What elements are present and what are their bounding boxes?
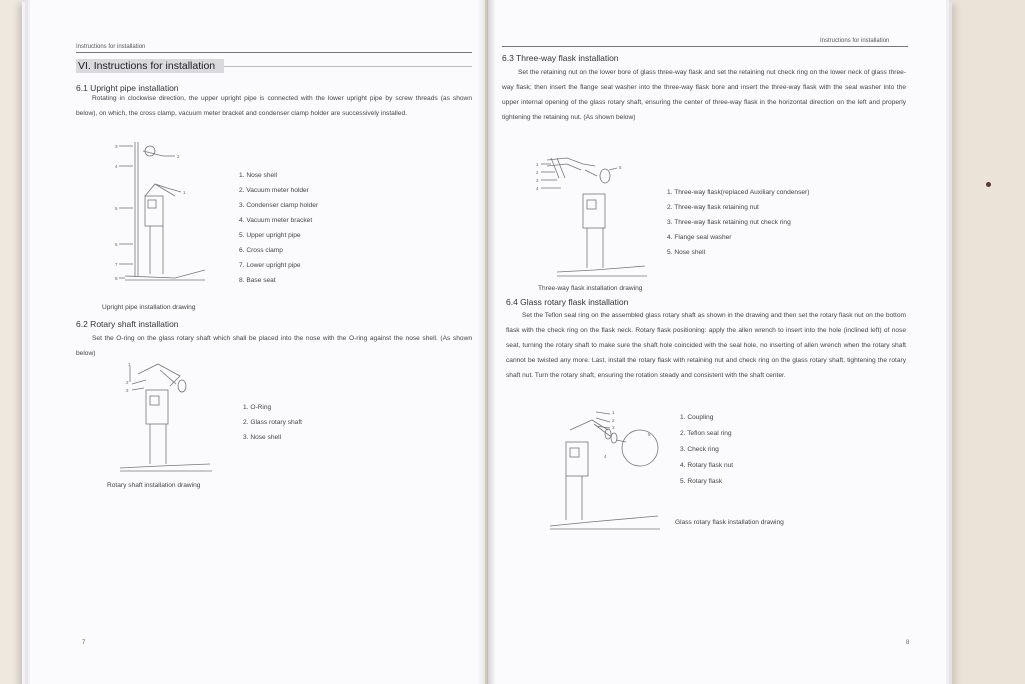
upright-pipe-drawing — [115, 138, 245, 288]
legend-item: 3. Three-way flask retaining nut check ring — [667, 219, 791, 226]
legend-item: 2. Three-way flask retaining nut — [667, 204, 759, 211]
legend-item: 7. Lower upright pipe — [239, 262, 301, 269]
left-running-header: Instructions for installation — [76, 44, 146, 50]
legend-item: 1. O-Ring — [243, 404, 272, 411]
section-6-3-legend — [667, 185, 809, 260]
legend-item: 1. Coupling — [680, 414, 714, 421]
section-6-2-heading: 6.2 Rotary shaft installation — [76, 319, 179, 329]
svg-text:7: 7 — [115, 262, 118, 267]
legend-item: 2. Glass rotary shaft — [243, 419, 302, 426]
left-page — [30, 0, 485, 684]
three-way-flask-drawing — [533, 154, 643, 284]
svg-text:1: 1 — [128, 362, 131, 367]
svg-text:1: 1 — [536, 162, 539, 167]
right-page-number: 8 — [906, 640, 910, 646]
svg-text:3: 3 — [126, 388, 129, 393]
glass-rotary-flask-drawing — [550, 408, 670, 533]
svg-text:3: 3 — [115, 144, 118, 149]
right-header-rule — [502, 46, 908, 47]
legend-item: 2. Vacuum meter holder — [239, 187, 309, 194]
section-6-1-text: Rotating in clockwise direction, the upper upright pipe is connected with the lower upright pipe by screw threads (as shown below), on which, the cross clamp, vacuum meter bracket and condenser clamp holder are successively installed. — [76, 95, 472, 117]
right-page — [488, 0, 946, 684]
section-6-4-heading: 6.4 Glass rotary flask installation — [506, 297, 629, 307]
svg-text:1: 1 — [183, 190, 186, 195]
svg-text:5: 5 — [115, 206, 118, 211]
chapter-title: VI. Instructions for installation — [78, 60, 216, 72]
svg-text:1: 1 — [612, 410, 615, 415]
svg-text:4: 4 — [115, 164, 118, 169]
svg-text:6: 6 — [115, 242, 118, 247]
legend-item: 3. Condenser clamp holder — [239, 202, 319, 209]
svg-text:4: 4 — [536, 186, 539, 191]
legend-item: 4. Flange seal washer — [667, 234, 732, 241]
legend-item: 5. Upper upright pipe — [239, 232, 301, 239]
svg-text:5: 5 — [619, 165, 622, 170]
left-header-rule — [76, 52, 472, 53]
svg-text:3: 3 — [612, 425, 615, 430]
svg-text:3: 3 — [536, 178, 539, 183]
right-running-header: Instructions for installation — [820, 38, 890, 44]
legend-item: 5. Nose shell — [667, 249, 706, 256]
legend-item: 1. Three-way flask(replaced Auxiliary condenser) — [667, 189, 810, 196]
section-6-3-caption: Three-way flask installation drawing — [538, 285, 643, 292]
section-6-2-caption: Rotary shaft installation drawing — [107, 482, 201, 489]
svg-text:5: 5 — [648, 432, 651, 437]
svg-text:4: 4 — [604, 454, 607, 459]
legend-item: 5. Rotary flask — [680, 478, 723, 485]
section-6-1-heading: 6.1 Upright pipe installation — [76, 83, 179, 93]
section-6-4-legend — [680, 410, 733, 490]
section-6-3-text: Set the retaining nut on the lower bore of glass three-way flask and set the retaining nut check ring on the lower neck of glass three-way flask; then insert the flange seal washer into the three-way flask bore and insert the three-way flask with the seal washer into the upper internal opening of the glass rotary shaft, ensuring the center of three-way flask in the horizontal direction on the left and properly tightening the retaining nut. (As shown below) — [502, 69, 906, 121]
section-6-1-caption: Upright pipe installation drawing — [102, 304, 196, 311]
book-gutter — [478, 0, 496, 684]
legend-item: 1. Nose shell — [239, 172, 278, 179]
rotary-shaft-drawing — [120, 362, 230, 477]
svg-text:2: 2 — [536, 170, 539, 175]
legend-item: 8. Base seat — [239, 277, 276, 284]
section-6-3-heading: 6.3 Three-way flask installation — [502, 53, 619, 63]
table-speck — [986, 182, 991, 187]
legend-item: 2. Teflon seal ring — [680, 430, 732, 437]
svg-text:2: 2 — [126, 380, 129, 385]
legend-item: 3. Check ring — [680, 446, 719, 453]
svg-text:2: 2 — [612, 418, 615, 423]
left-page-number: 7 — [82, 640, 86, 646]
section-6-2-legend — [243, 400, 302, 445]
legend-item: 3. Nose shell — [243, 434, 282, 441]
section-6-4-text: Set the Teflon seal ring on the assembled glass rotary shaft as shown in the drawing and then set the rotary flask nut on the bottom flask with the check ring on the flask neck. Rotary flask positioning: apply the allen wrench to insert into the hole (inclined left) of nose seat, turning the rotary shaft to make sure the shaft hole coincided with the seal hole, no inserting of allen wrench when the rotary shaft cannot be twisted any more. Last, install the rotary flask with retaining nut and check ring on the glass rotary shaft, tightening the rotary shaft nut. Turn the rotary shaft, ensuring the rotation steady and consistent with the shaft center. — [506, 312, 906, 379]
title-rule — [224, 66, 472, 67]
section-6-1-legend — [239, 168, 318, 288]
svg-text:8: 8 — [115, 276, 118, 281]
legend-item: 4. Rotary flask nut — [680, 462, 734, 469]
section-6-4-caption: Glass rotary flask installation drawing — [675, 519, 784, 526]
legend-item: 4. Vacuum meter bracket — [239, 217, 313, 224]
legend-item: 6. Cross clamp — [239, 247, 283, 254]
section-6-2-text: Set the O-ring on the glass rotary shaft which shall be placed into the nose with the O-ring against the nose shell. (As shown below) — [76, 335, 472, 357]
svg-text:2: 2 — [177, 154, 180, 159]
